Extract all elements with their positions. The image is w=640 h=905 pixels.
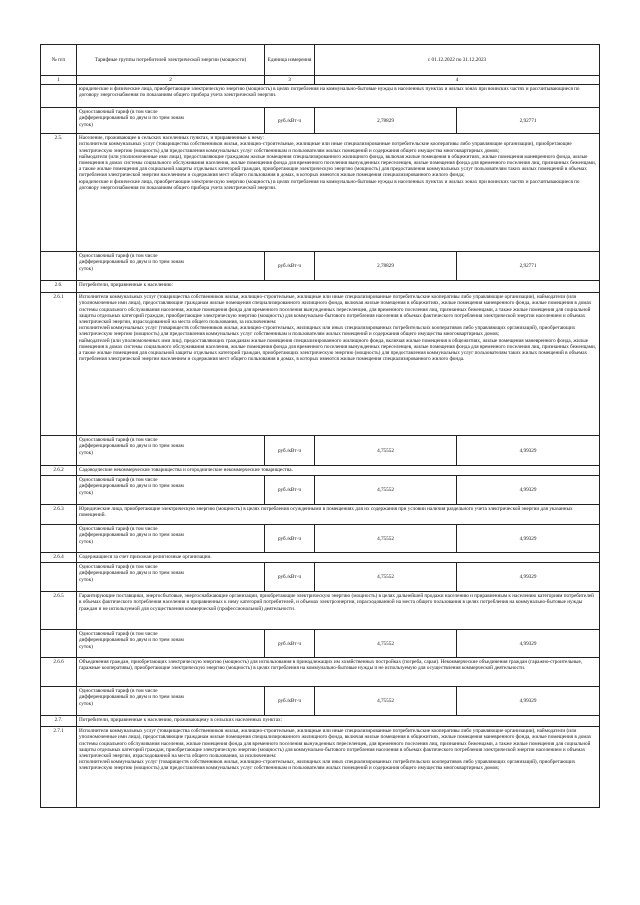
header-consumer-group: Тарифные группы потребителей электрической энергии (мощности): [77, 45, 265, 76]
index-4: 4: [315, 76, 600, 85]
tariff-row: [41, 687, 600, 716]
row-number: 2.6.1: [41, 293, 77, 436]
header-unit: Единица измерения: [265, 45, 315, 76]
category-description: Гарантирующие поставщики, энергосбытовые, энергоснабжающие организации, приобретающие электрическую энергию (мощность) в целях дальнейшей продажи населению и приравненным к населению категориям потребителей в объемах фактического потребления населения и приравненных к нему категорий потребителей, и объемах электроэнергии, израсходованной на места общего пользования в целях потребления на коммунально-бытовые нужды граждан и не используемой для осуществления коммерческой (профессиональной) деятельности.: [77, 592, 600, 630]
tariff-value-2: 4,99329: [457, 630, 600, 658]
row-number: 2.6.2: [41, 466, 77, 476]
row-number: [41, 476, 77, 505]
category-row: [41, 505, 600, 525]
tariff-label: Одноставочный тариф (в том числе дифференцированный по двум и по трем зонам суток): [77, 525, 265, 553]
tariff-unit: руб./кВт·ч: [265, 436, 315, 466]
category-description: Население, проживающее в сельских населенных пунктах, и приравненные к нему: исполнители коммунальных услуг (товарищества собственников жилья, жилищно-строительные, жилищные или иные специализированные потребительские кооперативы либо управляющие организации), приобретающие электрическую энергию (мощность) для предоставления коммунальных услуг собственникам и пользователям жилых помещений и содержания общего имущества многоквартирных домов; наймодатели (или уполномоченные ими лица), предоставляющие гражданам жилые помещения специализированного жилищного фонда, включая жилые помещения в общежитиях, жилые помещения маневренного фонда, жилые помещения в домах системы социального обслуживания населения, жилые помещения фонда для временного поселения вынужденных переселенцев, жилые помещения фонда для временного поселения лиц, признанных беженцами, а также жилые помещения для социальной защиты отдельных категорий граждан, приобретающие электрическую энергию (мощность) для предоставления коммунальных услуг пользователям таких жилых помещений в объемах потребления электрической энергии населением и содержания мест общего пользования в домах, в которых имеются жилые помещения специализированного жилого фонда; юридические и физические лица, приобретающие электрическую энергию (мощность) в целях потребления на коммунально-бытовые нужды в населенных пунктах и жилых зонах при воинских частях и рассчитывающиеся по договору энергоснабжения по показаниям общего прибора учета электрической энергии.: [77, 134, 600, 252]
category-description: Потребители, приравненные к населению:: [77, 281, 600, 293]
tariff-value-2: 4,99329: [457, 476, 600, 505]
row-number: [41, 108, 77, 134]
category-description: Садоводческие некоммерческие товарищества и огороднические некоммерческие товарищества.: [77, 466, 600, 476]
tariff-value-2: 2,92771: [457, 252, 600, 281]
row-number: 2.5.: [41, 134, 77, 252]
row-number: 2.7.: [41, 716, 77, 727]
tariff-value-1: 2,78829: [315, 108, 457, 134]
tariff-value-1: 4,75552: [315, 563, 457, 592]
tariff-value-1: 4,75552: [315, 525, 457, 553]
row-number: 2.6.6: [41, 658, 77, 687]
row-number: 2.6.4: [41, 553, 77, 563]
category-row: [41, 592, 600, 630]
category-row: [41, 85, 600, 108]
category-row: [41, 281, 600, 293]
tariff-unit: руб./кВт·ч: [265, 476, 315, 505]
tariff-table-page: [40, 44, 599, 808]
tariff-row: [41, 525, 600, 553]
tariff-value-2: 4,99329: [457, 436, 600, 466]
row-number: [41, 85, 77, 108]
tariff-value-1: 4,75552: [315, 436, 457, 466]
row-number: [41, 687, 77, 716]
category-row: [41, 716, 600, 727]
category-description: Объединения граждан, приобретающих электрическую энергию (мощность) для использования в принадлежащих им хозяйственных постройках (погреба, сараи). Некоммерческие объединения граждан (гаражно-строительные, гаражные кооперативы), приобретающие электрическую энергию (мощность) в целях потребления на коммунально-бытовые нужды и не используемую для осуществления коммерческой деятельности.: [77, 658, 600, 687]
category-description: Исполнители коммунальных услуг (товарищества собственников жилья, жилищно-строительные, жилищные или иные специализированные потребительские кооперативы либо управляющие организации), наймодатели (или уполномоченные ими лица), предоставляющие гражданам жилые помещения специализированного жилищного фонда, включая жилые помещения в общежитиях, жилые помещения маневренного фонда, жилые помещения в домах системы социального обслуживания населения, жилые помещения фонда для временного поселения вынужденных переселенцев, для временного поселения лиц, признанных беженцами, а также жилые помещения для социальной защиты отдельных категорий граждан, приобретающие электрическую энергию (мощность) для коммунально-бытового потребления населения в объемах фактического потребления электрической энергии населением и объемах электрической энергии, израсходованной на места общего пользования, за исключением: исполнителей коммунальных услуг (товариществ собственников жилья, жилищно-строительных, жилищных или иных специализированных потребительских кооперативов либо управляющих организаций), приобретающих электрическую энергию (мощность) для предоставления коммунальных услуг собственникам и пользователям жилых помещений и содержания общего имущества многоквартирных домов;: [77, 727, 600, 808]
category-row: [41, 553, 600, 563]
tariff-value-2: 2,92771: [457, 108, 600, 134]
row-number: 2.6.5: [41, 592, 77, 630]
tariff-value-1: 4,75552: [315, 687, 457, 716]
row-number: [41, 525, 77, 553]
category-row: [41, 466, 600, 476]
category-description: Содержащиеся за счет прихожан религиозные организации.: [77, 553, 600, 563]
tariff-row: [41, 108, 600, 134]
tariff-row: [41, 476, 600, 505]
tariff-label: Одноставочный тариф (в том числе дифференцированный по двум и по трем зонам суток): [77, 563, 265, 592]
row-number: [41, 630, 77, 658]
tariff-unit: руб./кВт·ч: [265, 252, 315, 281]
category-description: Юридические лица, приобретающие электрическую энергию (мощность) в целях потребления осужденными в помещениях для их содержания при условии наличия раздельного учета электрической энергии для указанных помещений.: [77, 505, 600, 525]
tariff-row: [41, 563, 600, 592]
header-row: [41, 45, 600, 76]
tariff-label: Одноставочный тариф (в том числе дифференцированный по двум и по трем зонам суток): [77, 630, 265, 658]
row-number: [41, 252, 77, 281]
header-number: № п/п: [41, 45, 77, 76]
row-number: [41, 563, 77, 592]
tariff-value-1: 4,75552: [315, 630, 457, 658]
category-row: [41, 658, 600, 687]
tariff-table: [40, 44, 600, 808]
row-number: 2.6.: [41, 281, 77, 293]
tariff-unit: руб./кВт·ч: [265, 108, 315, 134]
tariff-unit: руб./кВт·ч: [265, 630, 315, 658]
tariff-label: Одноставочный тариф (в том числе дифференцированный по двум и по трем зонам суток): [77, 476, 265, 505]
tariff-row: [41, 630, 600, 658]
tariff-row: [41, 252, 600, 281]
index-row: [41, 76, 600, 85]
row-number: 2.7.1: [41, 727, 77, 808]
header-period: с 01.12.2022 по 31.12.2023: [315, 45, 600, 76]
tariff-value-2: 4,99329: [457, 563, 600, 592]
row-number: [41, 436, 77, 466]
index-2: 2: [77, 76, 265, 85]
row-number: 2.6.3: [41, 505, 77, 525]
tariff-value-1: 2,78829: [315, 252, 457, 281]
tariff-label: Одноставочный тариф (в том числе дифференцированный по двум и по трем зонам суток): [77, 252, 265, 281]
tariff-value-2: 4,99329: [457, 525, 600, 553]
tariff-label: Одноставочный тариф (в том числе дифференцированный по двум и по трем зонам суток): [77, 108, 265, 134]
category-row: [41, 727, 600, 808]
tariff-label: Одноставочный тариф (в том числе дифференцированный по двум и по трем зонам суток): [77, 436, 265, 466]
category-description: юридические и физические лица, приобретающие электрическую энергию (мощность) в целях потребления на коммунально-бытовые нужды в населенных пунктах и жилых зонах при воинских частях и рассчитывающиеся по договору энергоснабжения по показаниям общего прибора учета электрической энергии.: [77, 85, 600, 108]
tariff-row: [41, 436, 600, 466]
tariff-label: Одноставочный тариф (в том числе дифференцированный по двум и по трем зонам суток): [77, 687, 265, 716]
tariff-value-2: 4,99329: [457, 687, 600, 716]
category-row: [41, 293, 600, 436]
tariff-unit: руб./кВт·ч: [265, 687, 315, 716]
tariff-value-1: 4,75552: [315, 476, 457, 505]
category-description: Потребители, приравненные к населению, проживающему в сельских населенных пунктах:: [77, 716, 600, 727]
index-3: 3: [265, 76, 315, 85]
category-description: Исполнители коммунальных услуг (товарищества собственников жилья, жилищно-строительные, жилищные или иные специализированные потребительские кооперативы либо управляющие организации), наймодатели (или уполномоченные ими лица), предоставляющие гражданам жилые помещения специализированного жилищного фонда, включая жилые помещения в общежитиях, жилые помещения маневренного фонда, жилые помещения в домах системы социального обслуживания населения, жилые помещения фонда для временного поселения вынужденных переселенцев, для временного поселения лиц, признанных беженцами, а также жилые помещения для социальной защиты отдельных категорий граждан, приобретающие электрическую энергию (мощность) для коммунально-бытового потребления населения в объемах фактического потребления электрической энергии населением и объемах электрической энергии, израсходованной на места общего пользования, за исключением: исполнителей коммунальных услуг (товариществ собственников жилья, жилищно-строительных, жилищных или иных специализированных потребительских кооперативов либо управляющих организаций), приобретающих электрическую энергию (мощность) для предоставления коммунальных услуг собственникам и пользователям жилых помещений и содержания общего имущества многоквартирных домов; наймодателей (или уполномоченных ими лиц), предоставляющих гражданам жилые помещения специализированного жилищного фонда, включая жилые помещения в общежитиях, жилые помещения маневренного фонда, жилые помещения в домах системы социального обслуживания населения, жилые помещения фонда для временного поселения вынужденных переселенцев, жилые помещения фонда для временного поселения лиц, признанных беженцами, а также жилые помещения для социальной защиты отдельных категорий граждан, приобретающих электрическую энергию (мощность) для предоставления коммунальных услуг пользователям таких жилых помещений в объемах потребления электрической энергии населением и содержания мест общего пользования в домах, в которых имеются жилые помещения специализированного жилого фонда.: [77, 293, 600, 436]
tariff-unit: руб./кВт·ч: [265, 563, 315, 592]
category-row: [41, 134, 600, 252]
tariff-unit: руб./кВт·ч: [265, 525, 315, 553]
index-1: 1: [41, 76, 77, 85]
